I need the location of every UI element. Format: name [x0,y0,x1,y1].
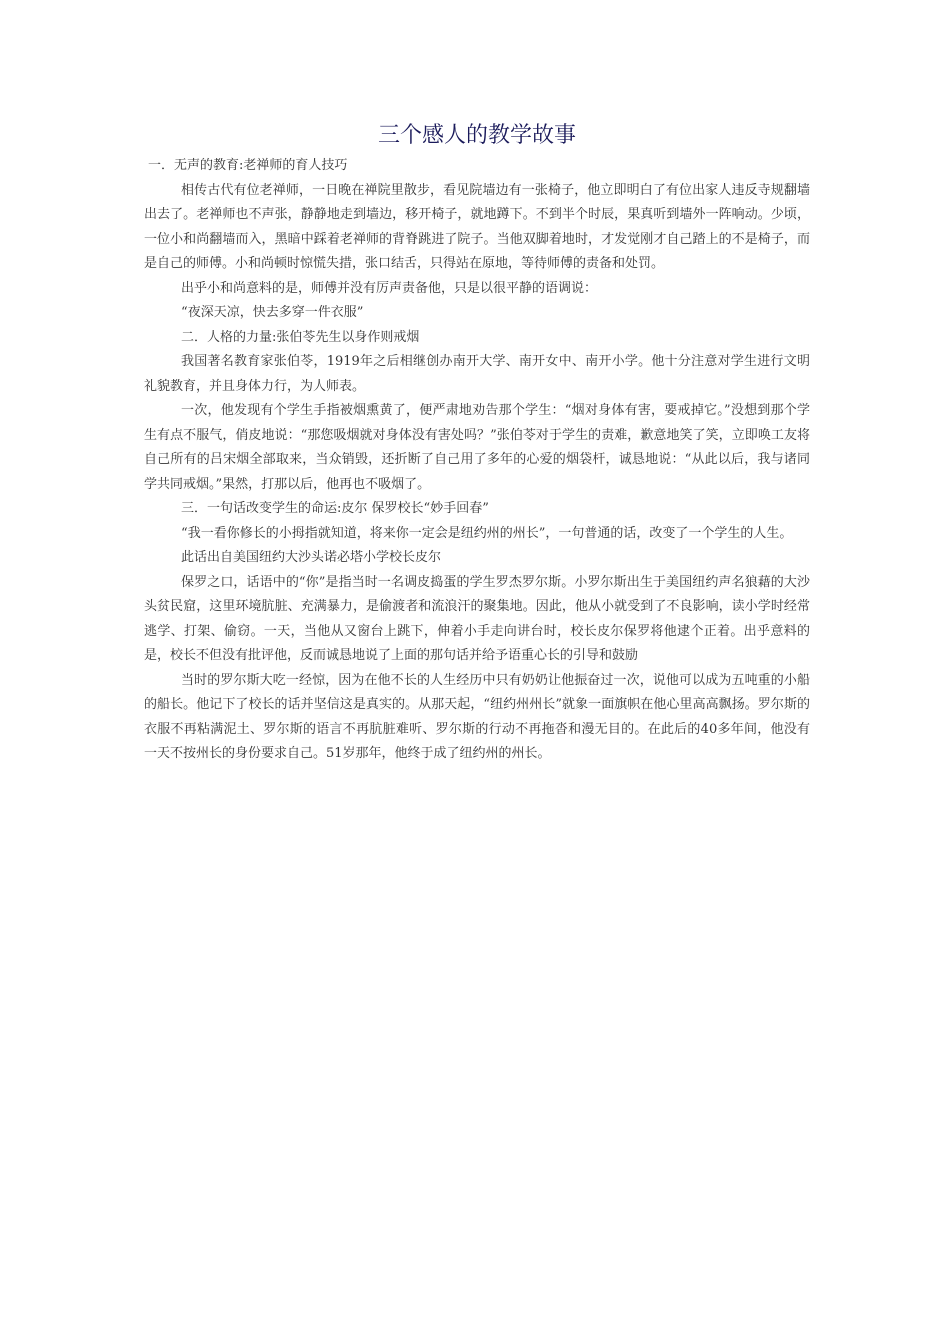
document-page [144,118,810,767]
section-heading-2: 二．人格的力量:张伯苓先生以身作则戒烟 [181,329,420,345]
section-heading-1: 一．无声的教育:老禅师的育人技巧 [148,158,348,173]
paragraph: “我一看你修长的小拇指就知道，将来你一定会是纽约州的州长”，一句普通的话，改变了一个学生的人生。 [181,525,793,541]
section-heading-3: 三．一句话改变学生的命运:皮尔 保罗校长“妙手回春” [181,501,489,516]
document-title: 三个感人的教学故事 [377,123,576,148]
paragraph: 当时的罗尔斯大吃一经惊，因为在他不长的人生经历中只有奶奶让他振奋过一次，说他可以成为五吨重的小船的船长。他记下了校长的话并坚信这是真实的。从那天起，“纽约州州长”就象一面旗帜在他心里高高飘扬。罗尔斯的衣服不再粘满泥土、罗尔斯的语言不再肮脏难听、罗尔斯的行动不再拖沓和漫无目的。在此后的40多年间，他没有一天不按州长的身份要求自己。51岁那年，他终于成了纽约州的州长。 [144,672,810,761]
quote-paragraph: “夜深天凉，快去多穿一件衣服” [181,305,364,320]
paragraph: 出乎小和尚意料的是，师傅并没有厉声责备他，只是以很平静的语调说： [181,280,598,296]
paragraph: 一次，他发现有个学生手指被烟熏黄了，便严肃地劝告那个学生：“烟对身体有害，要戒掉它。”没想到那个学生有点不服气，俏皮地说：“那您吸烟就对身体没有害处吗？”张伯苓对于学生的责难，歉意地笑了笑，立即唤工友将自己所有的吕宋烟全部取来，当众销毁，还折断了自己用了多年的心爱的烟袋杆，诚恳地说：“从此以后，我与诸同学共同戒烟。”果然，打那以后，他再也不吸烟了。 [144,403,810,492]
paragraph: 此话出自美国纽约大沙头诺必塔小学校长皮尔 [181,550,442,565]
paragraph: 保罗之口，话语中的“你”是指当时一名调皮捣蛋的学生罗杰罗尔斯。小罗尔斯出生于美国纽约声名狼藉的大沙头贫民窟，这里环境肮脏、充满暴力，是偷渡者和流浪汗的聚集地。因此，他从小就受到了不良影响，读小学时经常逃学、打架、偷窃。一天，当他从又窗台上跳下，伸着小手走向讲台时，校长皮尔保罗将他逮个正着。出乎意料的是，校长不但没有批评他，反而诚恳地说了上面的那句话并给予语重心长的引导和鼓励 [144,574,810,663]
paragraph: 我国著名教育家张伯苓，1919年之后相继创办南开大学、南开女中、南开小学。他十分注意对学生进行文明礼貌教育，并且身体力行，为人师表。 [144,354,810,394]
paragraph: 相传古代有位老禅师，一日晚在禅院里散步，看见院墙边有一张椅子，他立即明白了有位出家人违反寺规翻墙出去了。老禅师也不声张，静静地走到墙边，移开椅子，就地蹲下。不到半个时辰，果真听到墙外一阵响动。少顷，一位小和尚翻墙而入，黑暗中踩着老禅师的背脊跳进了院子。当他双脚着地时，才发觉刚才自己踏上的不是椅子，而是自己的师傅。小和尚顿时惊慌失措，张口结舌，只得站在原地，等待师傅的责备和处罚。 [144,182,810,271]
